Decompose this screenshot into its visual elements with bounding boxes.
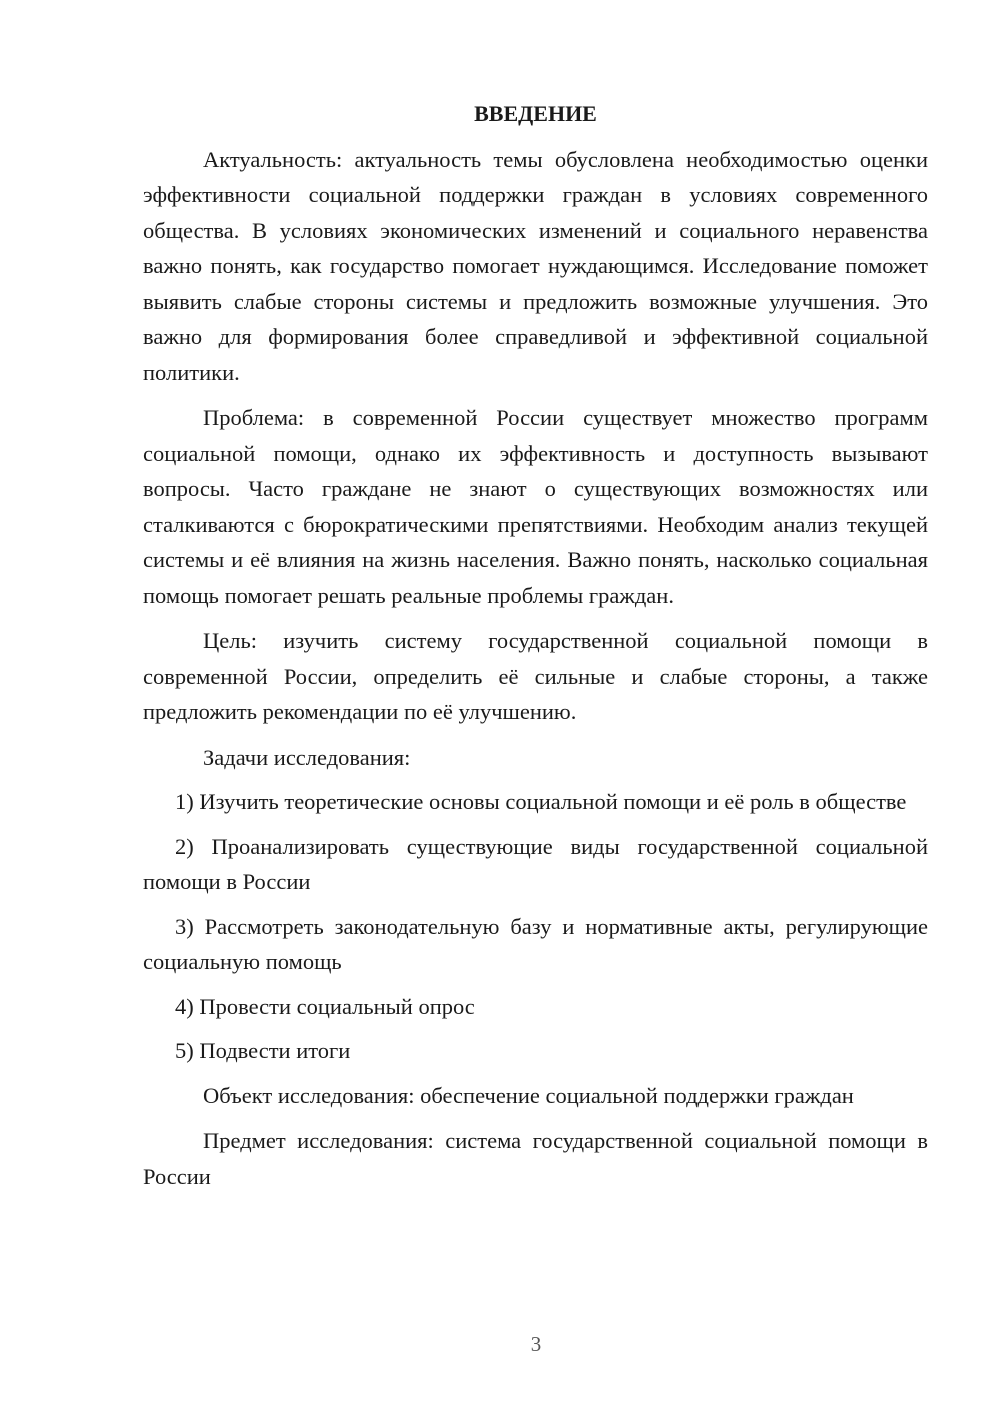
tasks-heading: Задачи исследования: — [203, 744, 411, 770]
task-item: 5) Подвести итоги — [175, 1038, 351, 1063]
subject-paragraph: Предмет исследования: система государственной социальной помощи в России — [143, 1128, 928, 1189]
page-number: 3 — [530, 1332, 542, 1356]
task-item: 4) Провести социальный опрос — [175, 993, 475, 1019]
page-title: ВВЕДЕНИЕ — [474, 101, 597, 126]
tasks-list — [143, 784, 928, 1069]
task-item: 1) Изучить теоретические основы социальной помощи и её роль в обществе — [175, 789, 907, 814]
page-body — [143, 96, 928, 1204]
problem-paragraph: Проблема: в современной России существует множество программ социальной помощи, однако их эффективность и доступность вызывают вопросы. Часто граждане не знают о существующих возможностях или сталкиваются с бюрократическими препятствиями. Необходим анализ текущей системы и её влияния на жизнь населения. Важно понять, насколько социальная помощь помогает решать реальные проблемы граждан. — [143, 405, 928, 608]
task-item: 3) Рассмотреть законодательную базу и нормативные акты, регулирующие социальную помощь — [143, 913, 928, 974]
task-item: 2) Проанализировать существующие виды государственной социальной помощи в России — [143, 833, 928, 894]
goal-paragraph: Цель: изучить систему государственной социальной помощи в современной России, определить её сильные и слабые стороны, а также предложить рекомендации по её улучшению. — [143, 628, 928, 724]
relevance-paragraph: Актуальность: актуальность темы обусловлена необходимостью оценки эффективности социальной поддержки граждан в условиях современного общества. В условиях экономических изменений и социального неравенства важно понять, как государство помогает нуждающимся. Исследование поможет выявить слабые стороны системы и предложить возможные улучшения. Это важно для формирования более справедливой и эффективной социальной политики. — [143, 146, 928, 385]
object-paragraph: Объект исследования: обеспечение социальной поддержки граждан — [203, 1082, 854, 1108]
